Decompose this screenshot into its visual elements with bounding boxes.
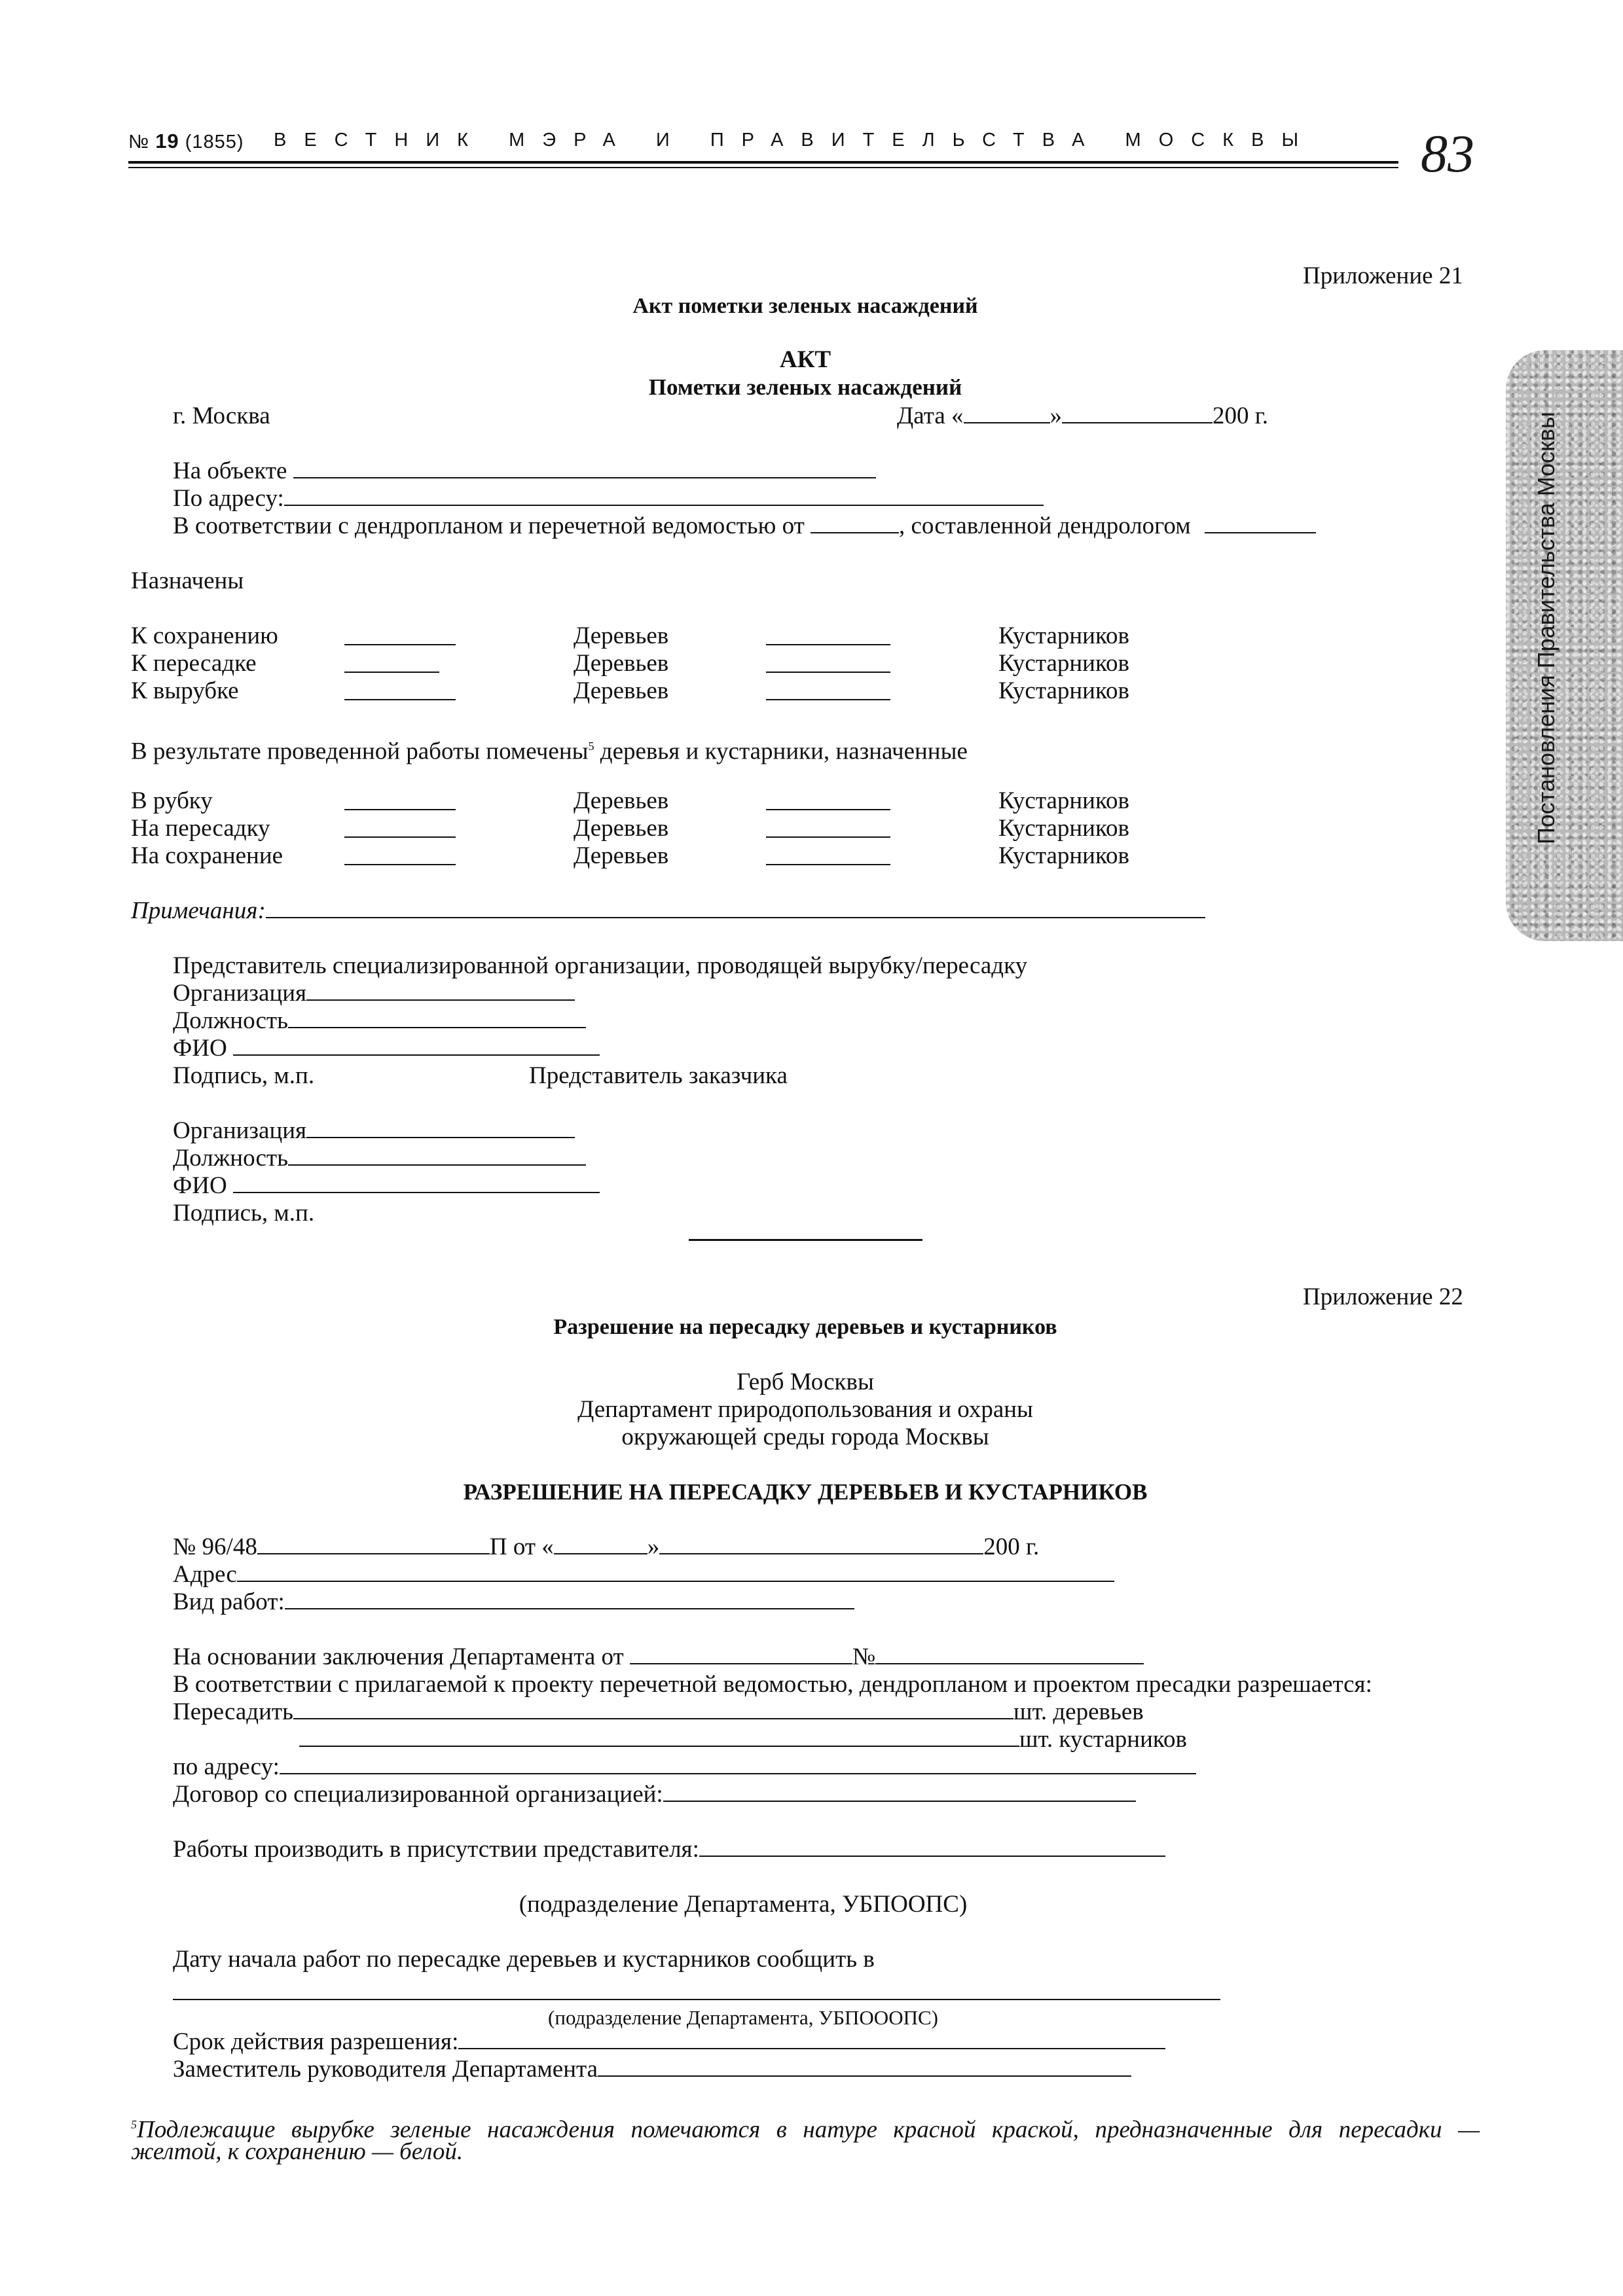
assigned-row-trees-blank[interactable] — [766, 672, 890, 673]
act-subtitle: Пометки зеленых насаждений — [648, 374, 962, 400]
address-blank[interactable] — [284, 485, 1044, 506]
footnote-text-1: Подлежащие вырубке зеленые насаждения помечаются в натуре красной краской, предназначенные для пересадки — — [137, 2116, 1480, 2144]
permit-address-field — [173, 1560, 1114, 1589]
object-label: На объекте — [173, 457, 287, 484]
date-mid: » — [1049, 403, 1062, 429]
marked-row-shrubs: Кустарников — [998, 787, 1130, 814]
number-month-blank[interactable] — [659, 1534, 983, 1554]
assigned-row-shrubs: Кустарников — [998, 622, 1130, 649]
date-day-blank[interactable] — [964, 403, 1050, 423]
result-text: В результате проведенной работы помечены — [131, 738, 589, 765]
assigned-row-label: К пересадке — [131, 650, 257, 677]
permit-title: РАЗРЕШЕНИЕ НА ПЕРЕСАДКУ ДЕРЕВЬЕВ И КУСТАРНИКОВ — [463, 1479, 1148, 1505]
rep-organization-field — [173, 979, 575, 1008]
presence-label: Работы производить в присутствии представителя: — [173, 1836, 699, 1863]
validity-field — [173, 2028, 1165, 2056]
address-label: По адресу: — [173, 485, 284, 512]
number-quote: » — [647, 1534, 660, 1560]
transplant-shrubs-blank[interactable] — [299, 1726, 1019, 1747]
appendix-22-label: Приложение 22 — [1303, 1283, 1463, 1310]
contract-label: Договор со специализированной организацией: — [173, 1781, 663, 1808]
transplant-field — [173, 1698, 1144, 1727]
issue-number — [128, 130, 244, 153]
cust-organization-field — [173, 1117, 575, 1145]
marked-row-trees: Деревьев — [574, 842, 669, 869]
date-month-blank[interactable] — [1062, 403, 1213, 423]
work-type-label: Вид работ: — [173, 1588, 285, 1615]
number-mid: П от « — [489, 1534, 554, 1560]
permit-accordance: В соответствии с прилагаемой к проекту перечетной ведомостью, дендропланом и проектом пресадки разрешается: — [173, 1671, 1372, 1698]
basis-text: На основании заключения Департамента от — [173, 1643, 624, 1670]
cust-fio-field — [173, 1172, 600, 1200]
object-field — [173, 457, 876, 486]
marked-row-label: В рубку — [131, 787, 213, 814]
assigned-row-trees: Деревьев — [574, 650, 669, 677]
appendix-21-label: Приложение 21 — [1303, 262, 1463, 289]
notify-blank[interactable] — [173, 1999, 1220, 2000]
position-label: Должность — [173, 1145, 288, 1172]
position-blank[interactable] — [288, 1145, 586, 1166]
validity-blank[interactable] — [458, 2028, 1165, 2049]
transplant-trees-blank[interactable] — [293, 1698, 1013, 1719]
rep-org-heading: Представитель специализированной организации, проводящей вырубку/пересадку — [173, 952, 1028, 979]
act-caption: Акт пометки зеленых насаждений — [632, 294, 978, 318]
presence-blank[interactable] — [699, 1836, 1165, 1857]
act-title: АКТ — [779, 346, 831, 373]
result-text-end: деревья и кустарники, назначенные — [594, 738, 968, 765]
work-type-blank[interactable] — [285, 1588, 854, 1609]
assigned-row-label: К вырубке — [131, 677, 239, 704]
marked-row-shrubs: Кустарников — [998, 842, 1130, 869]
section-tab-label: Постановления Правительства Москвы — [1533, 412, 1559, 844]
marked-row-shrubs: Кустарников — [998, 815, 1130, 842]
division-caption-small: (подразделение Департамента, УБПОООПС) — [548, 2006, 938, 2029]
date-prefix: Дата « — [897, 403, 964, 429]
address-field — [173, 484, 1044, 513]
marked-row-trees-blank[interactable] — [766, 836, 890, 838]
organization-blank[interactable] — [306, 980, 575, 1001]
accordance-text: В соответствии с дендропланом и перечетной ведомостью от — [173, 512, 805, 539]
section-separator — [689, 1239, 922, 1241]
act-city: г. Москва — [173, 403, 270, 429]
assigned-row-label: К сохранению — [131, 622, 278, 649]
notes-label: Примечания: — [131, 897, 266, 924]
trees-unit: шт. деревьев — [1013, 1698, 1144, 1725]
marked-row-label: На пересадку — [131, 815, 270, 842]
basis-no: № — [852, 1643, 876, 1670]
header-rule-bottom — [128, 167, 1398, 168]
presence-field — [173, 1835, 1165, 1864]
assigned-heading: Назначены — [131, 567, 244, 594]
notes-field — [131, 897, 1205, 925]
address2-blank[interactable] — [280, 1753, 1196, 1774]
cust-position-field — [173, 1144, 586, 1173]
assigned-row-trees: Деревьев — [574, 622, 669, 649]
address2-label: по адресу: — [173, 1753, 280, 1780]
address2-field — [173, 1753, 1196, 1782]
journal-title: ВЕСТНИК МЭРА И ПРАВИТЕЛЬСТВА МОСКВЫ — [274, 130, 1317, 151]
marked-row-trees: Деревьев — [574, 815, 669, 842]
organization-label: Организация — [173, 980, 307, 1007]
assigned-row-trees: Деревьев — [574, 677, 669, 704]
result-line — [131, 732, 968, 766]
assigned-row-blank[interactable] — [344, 699, 456, 700]
basis-date-blank[interactable] — [630, 1643, 852, 1664]
position-blank[interactable] — [288, 1007, 586, 1028]
assigned-row-blank[interactable] — [344, 672, 439, 673]
address-label: Адрес — [173, 1561, 237, 1588]
marked-row-trees: Деревьев — [574, 787, 669, 814]
permit-number-field — [173, 1533, 1039, 1562]
assigned-row-trees-blank[interactable] — [766, 644, 890, 645]
assigned-row-shrubs: Кустарников — [998, 677, 1130, 704]
notes-blank[interactable] — [266, 897, 1205, 918]
customer-rep-label: Представитель заказчика — [529, 1062, 788, 1089]
fio-blank[interactable] — [233, 1172, 600, 1193]
fio-label: ФИО — [173, 1172, 227, 1199]
accordance-date-blank[interactable] — [811, 512, 899, 533]
shrubs-unit: шт. кустарников — [1019, 1726, 1187, 1753]
marked-row-trees-blank[interactable] — [766, 864, 890, 865]
contract-blank[interactable] — [663, 1781, 1136, 1802]
department-line-1: Департамент природопользования и охраны — [577, 1396, 1033, 1423]
contract-field — [173, 1780, 1136, 1809]
number-blank[interactable] — [257, 1534, 490, 1554]
rep-fio-field — [173, 1034, 600, 1063]
transplant-shrubs-field — [173, 1725, 1187, 1754]
permit-caption: Разрешение на пересадку деревьев и кустарников — [553, 1315, 1057, 1339]
fio-label: ФИО — [173, 1035, 227, 1062]
rep-signature: Подпись, м.п. — [173, 1062, 315, 1089]
organization-label: Организация — [173, 1117, 307, 1144]
date-year: 200 г. — [1213, 403, 1269, 429]
basis-field — [173, 1643, 1144, 1672]
marked-row-label: На сохранение — [131, 842, 283, 869]
department-line-2: окружающей среды города Москвы — [621, 1424, 989, 1450]
cust-signature: Подпись, м.п. — [173, 1200, 315, 1227]
deputy-field — [173, 2055, 1131, 2084]
object-blank[interactable] — [293, 457, 876, 478]
footnote-mark: 5 — [588, 740, 594, 753]
transplant-label: Пересадить — [173, 1698, 293, 1725]
footnote-mark: 5 — [131, 2118, 137, 2131]
notify-text: Дату начала работ по пересадке деревьев и кустарников сообщить в — [173, 1946, 875, 1973]
validity-label: Срок действия разрешения: — [173, 2028, 459, 2055]
deputy-label: Заместитель руководителя Департамента — [173, 2056, 598, 2083]
dendrologist-blank[interactable] — [1205, 512, 1316, 533]
assigned-row-blank[interactable] — [344, 644, 456, 645]
division-caption: (подразделение Департамента, УБПООПС) — [519, 1891, 968, 1918]
marked-row-blank[interactable] — [344, 864, 456, 865]
work-type-field — [173, 1588, 854, 1617]
assigned-row-trees-blank[interactable] — [766, 699, 890, 700]
rep-position-field — [173, 1007, 586, 1035]
marked-row-blank[interactable] — [344, 836, 456, 838]
issue-prefix: № — [128, 132, 150, 152]
organization-blank[interactable] — [306, 1117, 575, 1138]
marked-row-blank[interactable] — [344, 809, 456, 810]
number-prefix: № 96/48 — [173, 1534, 257, 1560]
issue-number-value: 19 — [155, 130, 179, 152]
page-number: 83 — [1421, 124, 1474, 183]
accordance-line — [173, 512, 1316, 541]
issue-total: (1855) — [185, 132, 244, 152]
fio-blank[interactable] — [233, 1035, 600, 1056]
header-rule-top — [128, 161, 1398, 164]
assigned-row-shrubs: Кустарников — [998, 650, 1130, 677]
number-year: 200 г. — [983, 1534, 1040, 1560]
accordance-mid: , составленной дендрологом — [899, 512, 1191, 539]
section-tab — [1506, 350, 1623, 941]
position-label: Должность — [173, 1007, 288, 1034]
number-day-blank[interactable] — [554, 1534, 647, 1554]
coat-of-arms: Герб Москвы — [737, 1369, 874, 1395]
basis-number-blank[interactable] — [875, 1643, 1144, 1664]
act-date-field — [897, 402, 1268, 431]
footnote-line-2: желтой, к сохранению — белой. — [131, 2138, 464, 2165]
deputy-blank[interactable] — [598, 2056, 1131, 2077]
address-blank[interactable] — [237, 1561, 1114, 1582]
marked-row-trees-blank[interactable] — [766, 809, 890, 810]
